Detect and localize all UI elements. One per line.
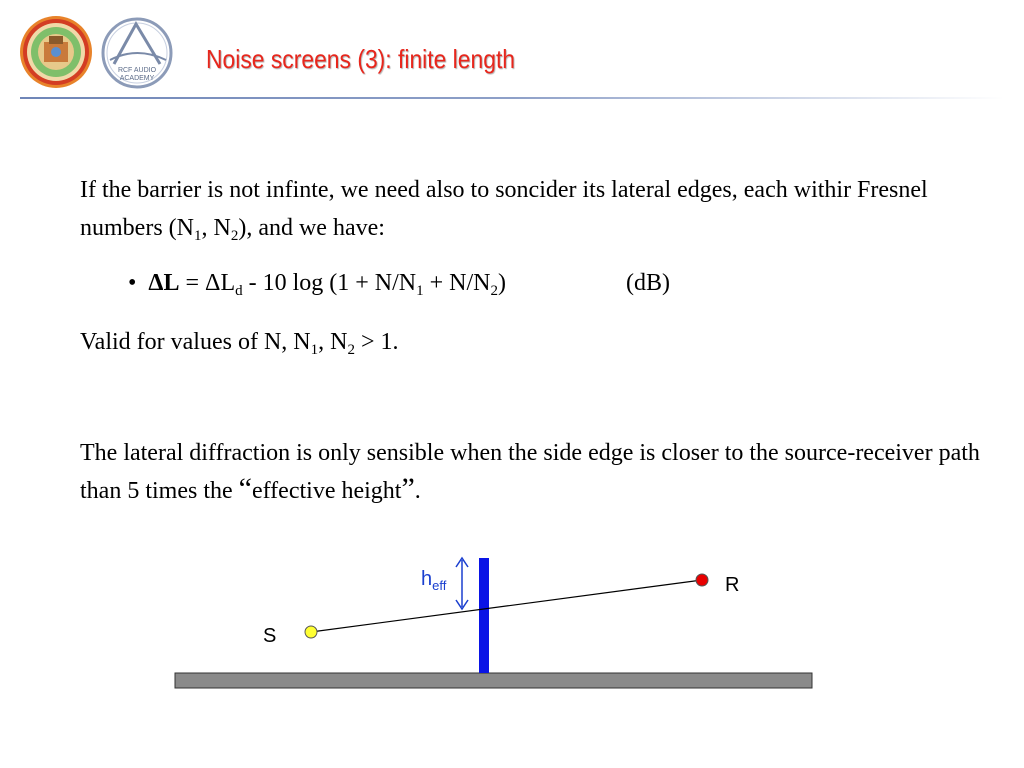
receiver-point — [696, 574, 708, 586]
page-title: Noise screens (3): finite length — [206, 44, 516, 74]
source-point — [305, 626, 317, 638]
formula-bullet: • $\Delta L = \Delta L_d - 10$ $\log (1 + N/N_1 + N/N_2)$ (dB) — [128, 270, 671, 299]
logo-text: RCF AUDIO — [117, 67, 157, 74]
source-label: S — [263, 625, 277, 647]
barrier — [479, 558, 489, 673]
formula-unit: (dB) — [626, 270, 671, 296]
intro-paragraph: If the barrier is not infinte, we need also to soncider its lateral edges, each withir Fresnel numbers ($N_1$, $N_2$), and we have: — [80, 177, 928, 244]
source-receiver-path — [311, 580, 702, 632]
lateral-diffraction-paragraph: The lateral diffraction is only sensible when the side edge is closer to the source-receiver path than 5 times the “effective height”. — [80, 440, 980, 505]
receiver-label: R — [725, 574, 740, 596]
ground-plane — [175, 673, 812, 688]
effective-height-label: $h_{eff}$ — [421, 568, 447, 593]
validity-paragraph: Valid for values of N, $N_1$, $N_2 > 1$. — [80, 329, 399, 358]
svg-text:ACADEMY: ACADEMY — [119, 75, 155, 82]
